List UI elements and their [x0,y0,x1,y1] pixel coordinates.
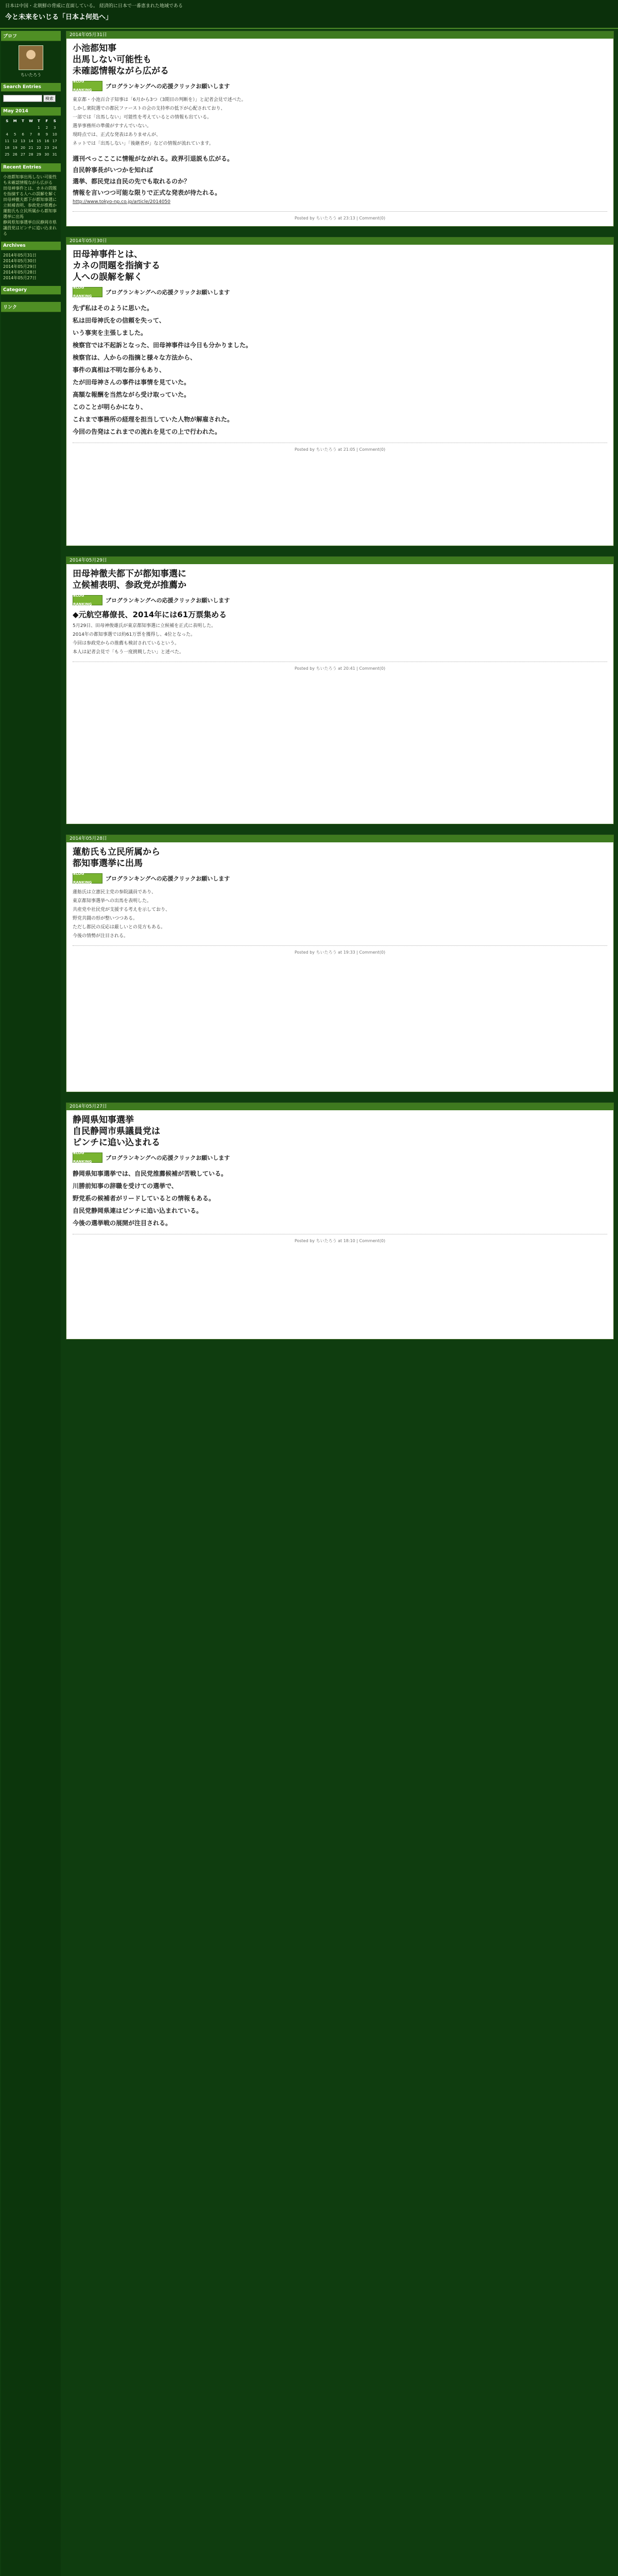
calendar-day[interactable]: 28 [28,152,33,157]
ranking-banner-icon[interactable]: BLOG RANKING [73,873,102,884]
recent-entry-link[interactable]: 田母神徹夫都下が都知事選に立候補表明、参政党が推薦か [3,197,57,208]
post-paragraph: これまで事務所の経理を担当していた人物が解雇された。 [73,416,234,423]
avatar [19,45,43,70]
post-paragraph: ただし都民の反応は厳しいとの見方もある。 [73,925,166,930]
search-title: Search Entries [1,83,61,92]
ranking-banner-text: ブログランキングへの応援クリックお願いします [106,1154,230,1161]
archives-widget [1,242,61,283]
post-footer: Posted by ちいたろう at 20:41 | Comment(0) [73,662,607,673]
post-paragraph: 検察官は、人からの指摘と様々な方法から、 [73,354,197,361]
post-paragraph: 現時点では、正式な発表はありませんが、 [73,132,161,138]
calendar-day[interactable]: 12 [12,139,18,143]
post-title[interactable]: 蓮舫氏も立民所属から 都知事選挙に出馬 [73,847,160,869]
calendar-weekday: T [38,119,40,123]
calendar-weekday: M [13,119,17,123]
post-paragraph: 東京都・小池百合子知事は「6月から3つ（3期目の判断を）」と記者会見で述べた。 [73,97,246,103]
profile-widget [1,31,61,80]
calendar-day[interactable]: 9 [45,132,48,137]
calendar-widget [1,107,61,160]
post-paragraph: 今回の告発はこれまでの流れを見ての上で行われた。 [73,428,221,435]
calendar-day [11,125,19,131]
post-paragraph: 本人は記者会見で「もう一度挑戦したい」と述べた。 [73,650,184,655]
post-paragraph: 共産党や社民党が支援する考えを示しており、 [73,907,170,912]
calendar-table [3,118,59,158]
search-widget [1,83,61,104]
post-paragraph: 2014年の都知事選では約61万票を獲得し、4位となった。 [73,632,196,637]
post-paragraph: 蓮舫氏は立憲民主党の参院議員であり、 [73,890,157,895]
category-widget [1,286,61,299]
site-header [0,0,618,29]
post-paragraph: 今後の情勢が注目される。 [73,934,129,939]
post-highlight: 選挙、都民党は自民の先でも取れるのか？ [73,178,191,185]
calendar-day[interactable]: 18 [5,146,10,150]
calendar-day[interactable]: 24 [52,146,57,150]
calendar-day[interactable]: 19 [12,146,18,150]
calendar-day[interactable]: 25 [5,152,10,157]
calendar-day[interactable]: 10 [52,132,57,137]
ranking-banner-icon[interactable]: BLOG RANKING [73,287,102,297]
calendar-day[interactable]: 17 [52,139,57,143]
archive-link[interactable]: 2014年05月27日 [3,276,37,280]
calendar-day[interactable]: 21 [28,146,33,150]
post-paragraph: 今回は参政党からの推薦も検討されているという。 [73,641,180,646]
links-widget [1,302,61,316]
search-input[interactable] [3,95,42,102]
calendar-day[interactable]: 16 [44,139,49,143]
post-paragraph: ネットでは「出馬しない」「後継者が」などの情報が流れています。 [73,141,214,146]
post-paragraph: いう事実を主張しました。 [73,329,147,336]
blog-post [66,556,614,824]
post-paragraph: しかし衆院選での都民ファーストの会の支持率の低下が心配されており、 [73,106,226,111]
ranking-banner-icon[interactable]: BLOG RANKING [73,595,102,605]
calendar-day [3,125,11,131]
post-paragraph: 選挙事務所の準備がすすんでいない。 [73,124,152,129]
archive-link[interactable]: 2014年05月29日 [3,264,37,269]
calendar-day[interactable]: 20 [21,146,26,150]
post-paragraph: 事件の真相は不明な部分もあり、 [73,366,166,374]
ranking-banner-icon[interactable]: BLOG RANKING [73,1153,102,1163]
archives-title: Archives [1,242,61,250]
post-title[interactable]: 静岡県知事選挙 自民静岡市県議員党は ピンチに追い込まれる [73,1115,160,1148]
links-title: リンク [1,302,61,312]
post-highlight: 自民幹事長がいつかを知れば [73,166,153,174]
calendar-weekday: W [29,119,33,123]
post-title[interactable]: 小池都知事 出馬しない可能性も 未確認情報ながら広がる [73,43,169,76]
calendar-day[interactable]: 27 [21,152,26,157]
ranking-banner-text: ブログランキングへの応援クリックお願いします [106,289,230,296]
calendar-day[interactable]: 14 [28,139,33,143]
calendar-day[interactable]: 26 [12,152,18,157]
site-tagline: 日本は中国・北朝鮮の脅威に直面している。 経済的に日本で一番恵まれた地域である [5,4,183,9]
recent-entry-link[interactable]: 静岡県知事選挙自民静岡市県議員党はピンチに追い込まれる [3,220,57,236]
ranking-banner-text: ブログランキングへの応援クリックお願いします [106,875,230,882]
post-paragraph: 東京都知事選挙への出馬を表明した。 [73,899,152,904]
post-paragraph: 私は田母神氏をの信頼を失って、 [73,317,165,324]
post-footer: Posted by ちいたろう at 21:05 | Comment(0) [73,443,607,454]
ranking-banner-icon[interactable]: BLOG RANKING [73,81,102,91]
post-paragraph: このことが明らかになり、 [73,403,147,411]
calendar-day[interactable]: 13 [21,139,26,143]
post-paragraph: 高額な報酬を当然ながら受け取っていた。 [73,391,191,398]
recent-entry-link[interactable]: 田母神事件とは、カネの問題を指摘する人への誤解を解く [3,186,57,196]
calendar-day[interactable]: 22 [36,146,41,150]
ranking-banner-text: ブログランキングへの応援クリックお願いします [106,82,230,90]
post-title[interactable]: 田母神事件とは、 カネの問題を指摘する 人への誤解を解く [73,249,160,282]
post-footer: Posted by ちいたろう at 18:10 | Comment(0) [73,1234,607,1245]
post-paragraph: 川勝前知事の辞職を受けての選挙で、 [73,1182,178,1190]
post-subheading: ◆元航空幕僚長、2014年には61万票集める [73,610,227,619]
calendar-weekday: S [53,119,56,123]
blog-post [66,31,614,227]
post-footer: Posted by ちいたろう at 23:13 | Comment(0) [73,211,607,223]
calendar-day[interactable]: 31 [52,152,57,157]
calendar-weekday: T [22,119,24,123]
calendar-day[interactable]: 8 [38,132,40,137]
recent-entries-title: Recent Entries [1,163,61,172]
archive-link[interactable]: 2014年05月31日 [3,253,37,258]
calendar-weekday: F [45,119,48,123]
post-paragraph: 検察官では不起訴となった、田母神事件は今日も分かりました。 [73,342,252,349]
calendar-day[interactable]: 1 [38,126,40,130]
post-highlight: 週刊ぺっこここに情報がながれる。政界引退説も広がる。 [73,155,234,162]
calendar-day[interactable]: 4 [6,132,8,137]
post-paragraph: 一部では「出馬しない」可能性を考えているとの情報も出ている。 [73,115,212,120]
post-date: 2014年05月29日 [70,558,107,563]
post-date: 2014年05月28日 [70,836,107,841]
post-paragraph: 野党共闘の形が整いつつある。 [73,916,138,921]
recent-entry-link[interactable]: 蓮舫氏も立民所属から都知事選挙に出馬 [3,209,57,219]
blog-post [66,835,614,1092]
category-title: Category [1,286,61,295]
calendar-day [19,125,27,131]
calendar-weekday: S [6,119,9,123]
post-date: 2014年05月27日 [70,1104,107,1109]
search-button[interactable]: 検索 [43,95,56,102]
post-title[interactable]: 田母神徹夫都下が都知事選に 立候補表明、参政党が推薦か [73,569,186,590]
post-date: 2014年05月30日 [70,239,107,244]
sidebar [1,31,61,2576]
post-date: 2014年05月31日 [70,32,107,38]
post-highlight: 情報を言いつつ可能な限りで正式な発表が待たれる。 [73,189,221,196]
post-paragraph: 今後の選挙戦の展開が注目される。 [73,1219,172,1227]
calendar-day[interactable]: 11 [5,139,10,143]
blog-post [66,237,614,546]
post-paragraph: 先ず私はそのように思いた。 [73,304,153,312]
calendar-day[interactable]: 7 [29,132,32,137]
archive-link[interactable]: 2014年05月28日 [3,270,37,275]
calendar-day[interactable]: 23 [44,146,49,150]
recent-entries-widget [1,163,61,239]
archive-link[interactable]: 2014年05月30日 [3,259,37,263]
source-link[interactable]: http://www.tokyo-np.co.jp/article/2014050 [73,199,170,205]
calendar-day[interactable]: 2 [45,126,48,130]
calendar-day [27,125,35,131]
calendar-title: May 2014 [1,107,61,116]
site-title[interactable]: 今と未来をいじる「日本よ何処へ」 [5,13,113,21]
recent-entry-link[interactable]: 小池都知事出馬しない可能性も未確認情報ながら広がる [3,175,57,185]
post-paragraph: 静岡県知事選挙では、自民党推薦候補が苦戦している。 [73,1170,228,1177]
ranking-banner-text: ブログランキングへの応援クリックお願いします [106,597,230,604]
post-paragraph: たが田母神さんの事件は事情を見ていた。 [73,379,191,386]
post-footer: Posted by ちいたろう at 19:33 | Comment(0) [73,945,607,957]
calendar-day[interactable]: 15 [36,139,41,143]
profile-title: ブロフ [1,31,61,41]
blog-post [66,1103,614,1340]
calendar-day[interactable]: 6 [22,132,24,137]
post-paragraph: 5月29日、田母神俊雄氏が東京都知事選に立候補を正式に表明した。 [73,623,216,629]
post-paragraph: 野党系の候補者がリードしているとの情報もある。 [73,1195,215,1202]
profile-name[interactable]: ちいたろう [21,73,41,77]
calendar-day[interactable]: 30 [44,152,49,157]
calendar-day[interactable]: 29 [36,152,41,157]
calendar-day[interactable]: 3 [54,126,56,130]
post-paragraph: 自民党静岡県連はピンチに追い込まれている。 [73,1207,203,1214]
calendar-day[interactable]: 5 [13,132,16,137]
